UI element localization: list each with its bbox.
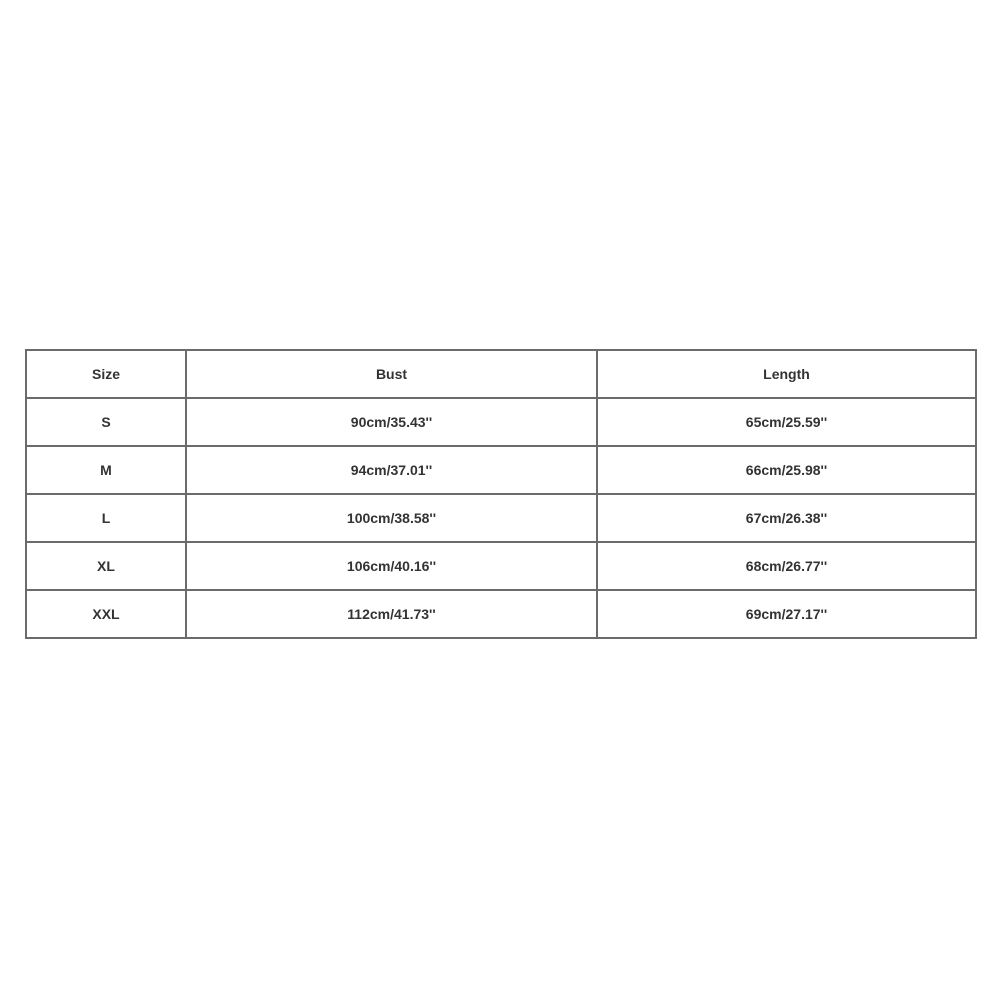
cell-bust: 90cm/35.43'' <box>186 398 597 446</box>
cell-bust: 94cm/37.01'' <box>186 446 597 494</box>
table-row <box>26 542 976 590</box>
table-row <box>26 398 976 446</box>
table-row <box>26 446 976 494</box>
cell-bust: 112cm/41.73'' <box>186 590 597 638</box>
cell-size: XL <box>26 542 186 590</box>
table-row <box>26 590 976 638</box>
cell-size: L <box>26 494 186 542</box>
cell-bust: 106cm/40.16'' <box>186 542 597 590</box>
header-length: Length <box>597 350 976 398</box>
cell-size: XXL <box>26 590 186 638</box>
header-size: Size <box>26 350 186 398</box>
cell-bust: 100cm/38.58'' <box>186 494 597 542</box>
cell-size: M <box>26 446 186 494</box>
cell-length: 69cm/27.17'' <box>597 590 976 638</box>
cell-length: 65cm/25.59'' <box>597 398 976 446</box>
cell-length: 68cm/26.77'' <box>597 542 976 590</box>
table-header-row <box>26 350 976 398</box>
table-row <box>26 494 976 542</box>
header-bust: Bust <box>186 350 597 398</box>
cell-length: 66cm/25.98'' <box>597 446 976 494</box>
cell-length: 67cm/26.38'' <box>597 494 976 542</box>
cell-size: S <box>26 398 186 446</box>
size-chart-table <box>25 349 977 639</box>
